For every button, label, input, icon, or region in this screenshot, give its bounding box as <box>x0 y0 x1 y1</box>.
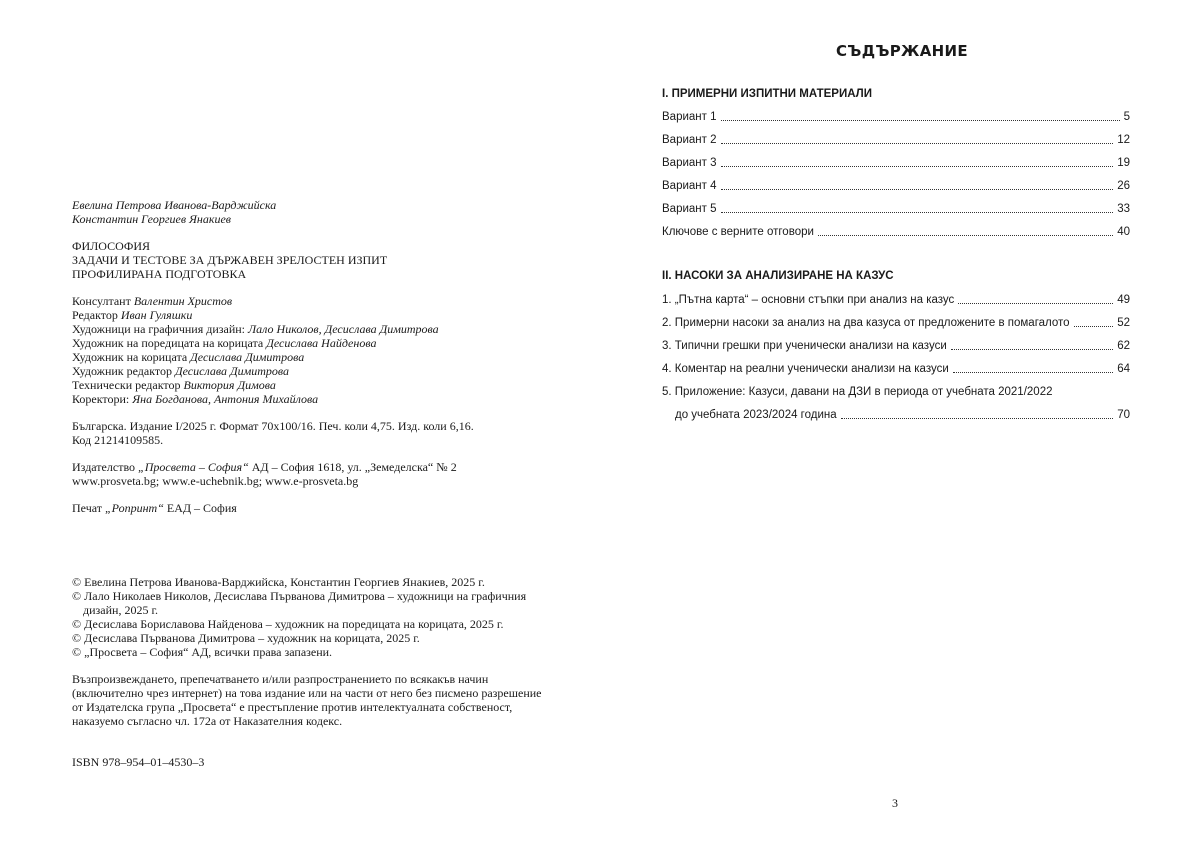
toc-entry[interactable] <box>662 362 1130 376</box>
author-2: Константин Георгиев Янакиев <box>72 212 232 226</box>
toc-entry-5-line-1[interactable] <box>662 385 1130 399</box>
toc-leader-dots <box>958 303 1113 304</box>
toc-entry[interactable] <box>662 293 1130 307</box>
credit-technical-editor: Технически редактор Виктория Димова <box>72 378 276 392</box>
copyright-line: © Евелина Петрова Иванова-Варджийска, Константин Георгиев Янакиев, 2025 г. <box>72 575 485 589</box>
toc-section-1-title: I. ПРИМЕРНИ ИЗПИТНИ МАТЕРИАЛИ <box>662 88 872 100</box>
toc-leader-dots <box>1074 326 1114 327</box>
toc-entry-page: 33 <box>1117 203 1130 215</box>
right-page <box>600 0 1200 851</box>
edition-line-2: Код 21214109585. <box>72 433 164 447</box>
credit-series-cover: Художник на поредицата на корицата Десислава Найденова <box>72 336 377 350</box>
toc-entry-page: 5 <box>1123 111 1130 123</box>
copyright-block <box>72 575 542 659</box>
printer-line: Печат „Ропринт“ ЕАД – София <box>72 501 237 515</box>
credit-proofreaders: Коректори: Яна Богданова, Антония Михайлова <box>72 392 319 406</box>
toc-entry-label: 3. Типични грешки при ученически анализи на казуси <box>662 340 947 352</box>
page-number: 3 <box>892 796 898 810</box>
copyright-line: дизайн, 2025 г. <box>83 603 159 617</box>
copyright-line: © Лало Николаев Николов, Десислава Първанова Димитрова – художници на графичния <box>72 589 527 603</box>
toc-leader-dots <box>953 372 1113 373</box>
toc-entry-label: Вариант 1 <box>662 111 717 123</box>
rights-line: наказуемо съгласно чл. 172а от Наказателния кодекс. <box>72 714 343 728</box>
toc-leader-dots <box>721 189 1114 190</box>
toc-entry-label: 4. Коментар на реални ученически анализи на казуси <box>662 363 949 375</box>
credit-editor: Редактор Иван Гуляшки <box>72 308 193 322</box>
toc-leader-dots <box>721 143 1114 144</box>
copyright-line: © „Просвета – София“ АД, всички права запазени. <box>72 645 333 659</box>
toc-entry-page: 62 <box>1117 340 1130 352</box>
toc-entry-label: до учебната 2023/2024 година <box>675 409 837 421</box>
toc-leader-dots <box>841 418 1114 419</box>
isbn: ISBN 978–954–01–4530–3 <box>72 755 205 769</box>
rights-line: (включително чрез интернет) на това издание или на части от него без писмено разрешение <box>72 686 542 700</box>
toc-entry-label: 5. Приложение: Казуси, давани на ДЗИ в периода от учебната 2021/2022 <box>662 386 1053 398</box>
toc-entry-label: Вариант 3 <box>662 157 717 169</box>
publisher-line: Издателство „Просвета – София“ АД – София 1618, ул. „Земеделска“ № 2 <box>72 460 457 474</box>
toc-entry[interactable] <box>662 133 1130 147</box>
rights-line: от Издателска група „Просвета“ е престъпление против интелектуалната собственост, <box>72 700 513 714</box>
toc-entry-label: Вариант 4 <box>662 180 717 192</box>
book-title-line-3: ПРОФИЛИРАНА ПОДГОТОВКА <box>72 267 247 281</box>
toc-entry[interactable] <box>662 202 1130 216</box>
toc-entry-page: 52 <box>1117 317 1130 329</box>
credit-consultant: Консултант Валентин Христов <box>72 294 233 308</box>
toc-entry-label: Ключове с верните отговори <box>662 226 814 238</box>
toc-entry-label: 1. „Пътна карта“ – основни стъпки при анализ на казус <box>662 294 955 306</box>
toc-entry[interactable] <box>662 156 1130 170</box>
toc-entry-page: 49 <box>1117 294 1130 306</box>
toc-entry[interactable] <box>662 316 1130 330</box>
book-title-line-2: ЗАДАЧИ И ТЕСТОВЕ ЗА ДЪРЖАВЕН ЗРЕЛОСТЕН ИЗПИТ <box>72 253 388 267</box>
book-title-line-1: ФИЛОСОФИЯ <box>72 239 151 253</box>
copyright-line: © Десислава Бориславова Найденова – художник на поредицата на корицата, 2025 г. <box>72 617 504 631</box>
toc-entry-page: 40 <box>1117 226 1130 238</box>
copyright-line: © Десислава Първанова Димитрова – художник на корицата, 2025 г. <box>72 631 420 645</box>
rights-line: Възпроизвеждането, препечатването и/или разпространението по всякакъв начин <box>72 672 489 686</box>
toc-entry-label: Вариант 5 <box>662 203 717 215</box>
toc-entry-page: 19 <box>1117 157 1130 169</box>
toc-leader-dots <box>721 120 1120 121</box>
toc-entry[interactable] <box>662 339 1130 353</box>
toc-entry-page: 26 <box>1117 180 1130 192</box>
toc-entry-page: 12 <box>1117 134 1130 146</box>
toc-leader-dots <box>818 235 1113 236</box>
edition-line-1: Българска. Издание I/2025 г. Формат 70х100/16. Печ. коли 4,75. Изд. коли 6,16. <box>72 419 474 433</box>
websites-line: www.prosveta.bg; www.e-uchebnik.bg; www.e-prosveta.bg <box>72 474 359 488</box>
toc-entry-page: 70 <box>1117 409 1130 421</box>
credit-art-editor: Художник редактор Десислава Димитрова <box>72 364 290 378</box>
toc-leader-dots <box>721 212 1114 213</box>
credit-cover-artist: Художник на корицата Десислава Димитрова <box>72 350 305 364</box>
toc-entry-label: Вариант 2 <box>662 134 717 146</box>
credit-graphic-design: Художници на графичния дизайн: Лало Николов, Десислава Димитрова <box>72 322 439 336</box>
toc-entry-page: 64 <box>1117 363 1130 375</box>
toc-entry-label: 2. Примерни насоки за анализ на два казуса от предложените в помагалото <box>662 317 1070 329</box>
toc-entry[interactable] <box>662 179 1130 193</box>
toc-leader-dots <box>951 349 1113 350</box>
toc-title: СЪДЪРЖАНИЕ <box>836 42 968 60</box>
toc-entry[interactable] <box>662 110 1130 124</box>
toc-entry[interactable] <box>662 225 1130 239</box>
toc-section-2-title: II. НАСОКИ ЗА АНАЛИЗИРАНЕ НА КАЗУС <box>662 270 894 282</box>
toc-entry-5-line-2[interactable] <box>675 408 1130 422</box>
toc-leader-dots <box>721 166 1114 167</box>
imprint-block <box>72 198 542 769</box>
author-1: Евелина Петрова Иванова-Варджийска <box>72 198 277 212</box>
